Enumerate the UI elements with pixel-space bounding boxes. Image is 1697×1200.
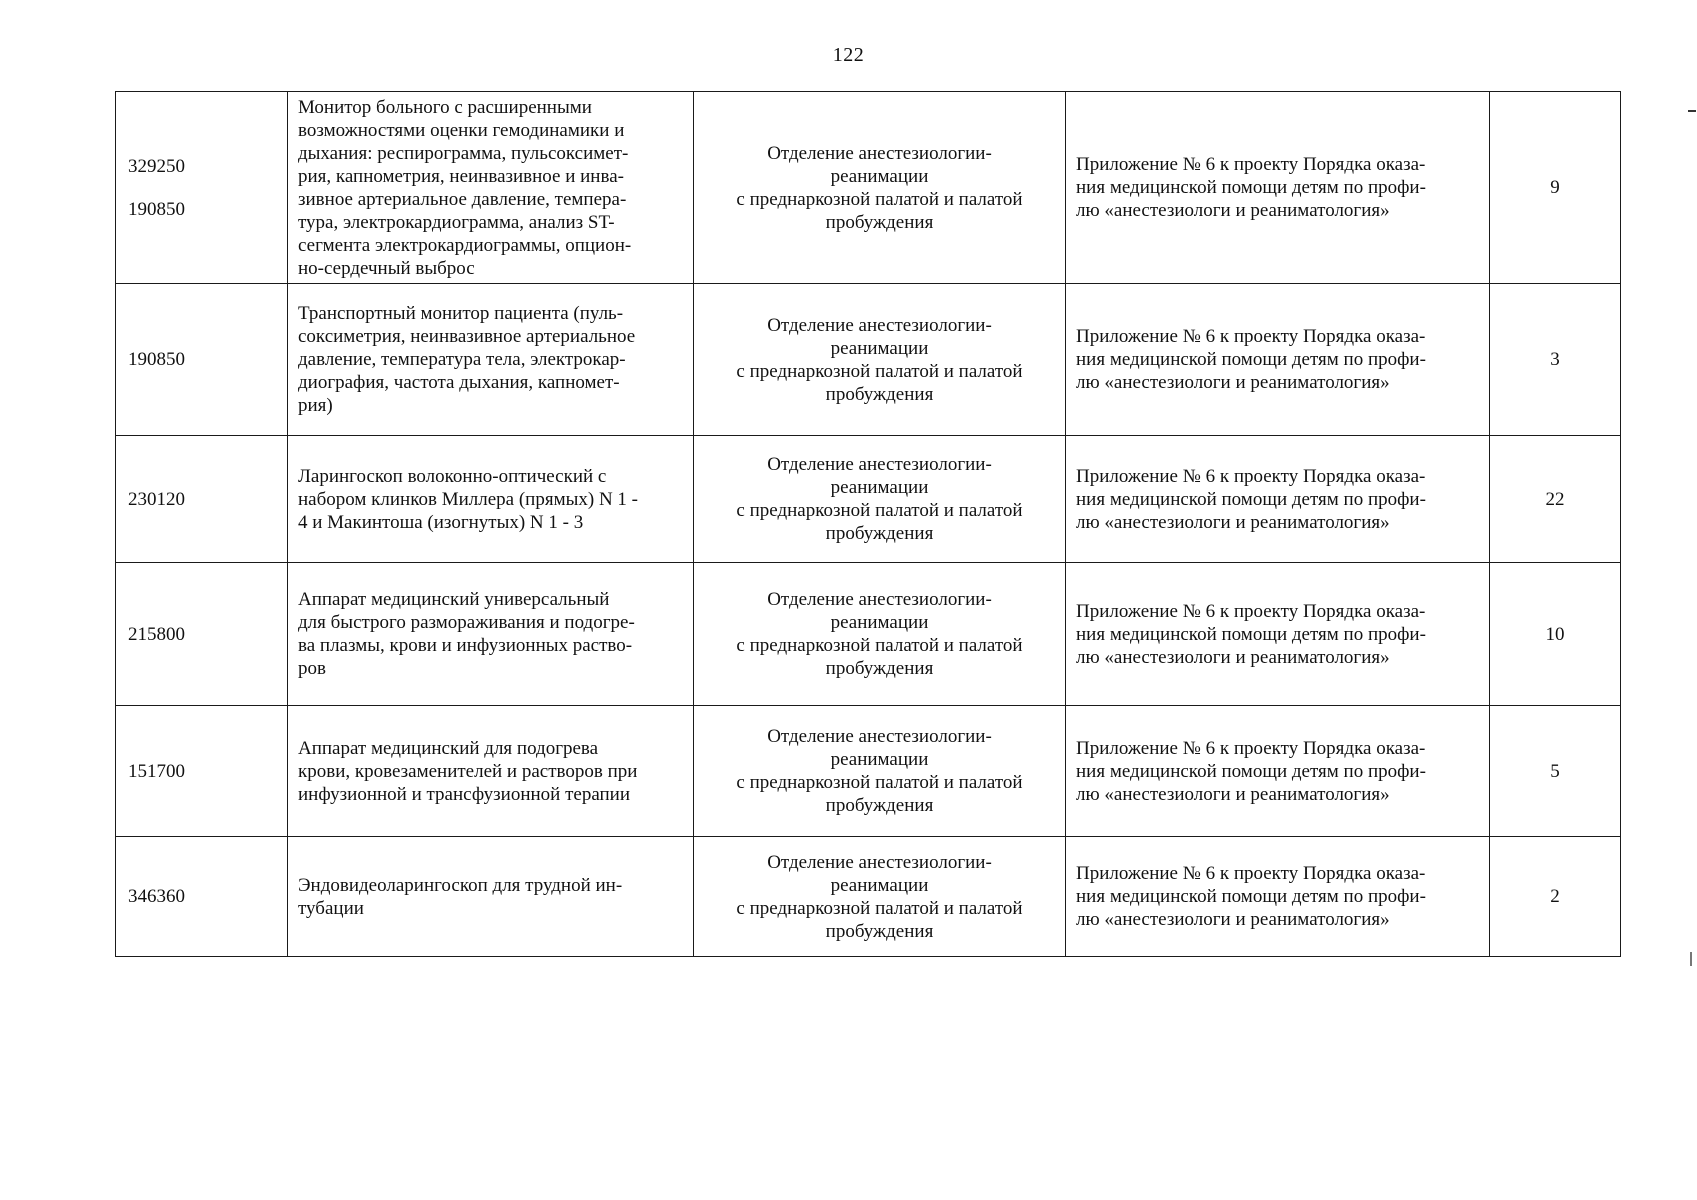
- department-line: реанимации: [830, 874, 929, 896]
- equipment-name-line: Аппарат медицинский для подогрева: [298, 737, 599, 759]
- equipment-name-line: Транспортный монитор пациента (пуль-: [298, 303, 624, 324]
- table-row: [116, 563, 1621, 706]
- equipment-name-line: диография, частота дыхания, капномет-: [298, 372, 620, 393]
- department-line: Отделение анестезиологии-: [767, 142, 992, 164]
- department-line: пробуждения: [825, 523, 934, 544]
- equipment-code: 190850: [128, 198, 185, 220]
- quantity-value: 10: [1545, 623, 1565, 645]
- department-line: пробуждения: [825, 658, 934, 679]
- reference-cell: [1066, 706, 1490, 837]
- equipment-name-line: для быстрого размораживания и подогре-: [298, 612, 635, 633]
- department-line: с преднаркозной палатой и палатой: [736, 772, 1023, 793]
- equipment-name-line: давление, температура тела, электрокар-: [298, 349, 626, 370]
- department-line: реанимации: [830, 477, 929, 498]
- department-cell: [694, 436, 1066, 563]
- department-line: пробуждения: [825, 383, 934, 405]
- quantity-cell: [1490, 563, 1621, 706]
- department-line: пробуждения: [825, 211, 934, 233]
- department-line: пробуждения: [825, 920, 934, 942]
- page-number: 122: [832, 44, 865, 66]
- reference-line: лю «анестезиологи и реаниматология»: [1076, 783, 1390, 805]
- reference-line: ния медицинской помощи детям по профи-: [1076, 886, 1426, 907]
- department-line: реанимации: [830, 612, 929, 633]
- department-line: с преднаркозной палатой и палатой: [736, 500, 1023, 521]
- equipment-name-line: соксиметрия, неинвазивное артериальное: [298, 326, 636, 347]
- equipment-name-cell: [288, 92, 694, 284]
- equipment-code: 151700: [128, 760, 185, 782]
- quantity-cell: [1490, 706, 1621, 837]
- department-line: реанимации: [830, 749, 929, 770]
- reference-line: лю «анестезиологи и реаниматология»: [1076, 372, 1390, 393]
- reference-line: Приложение № 6 к проекту Порядка оказа-: [1076, 863, 1426, 884]
- equipment-name-line: зивное артериальное давление, темпера-: [298, 188, 627, 210]
- equipment-code: 215800: [128, 623, 185, 645]
- equipment-code: 230120: [128, 488, 185, 510]
- equipment-name-cell: [288, 837, 694, 957]
- table-row: [116, 92, 1621, 284]
- equipment-name-cell: [288, 563, 694, 706]
- scan-edge-mark-top: [1688, 110, 1696, 112]
- quantity-cell: [1490, 284, 1621, 436]
- reference-cell: [1066, 92, 1490, 284]
- department-cell: [694, 837, 1066, 957]
- department-line: с преднаркозной палатой и палатой: [736, 188, 1023, 210]
- code-cell: [116, 706, 288, 837]
- quantity-value: 2: [1550, 886, 1560, 907]
- code-cell: [116, 837, 288, 957]
- table-row: [116, 706, 1621, 837]
- equipment-name-line: возможностями оценки гемодинамики и: [298, 119, 625, 141]
- department-line: с преднаркозной палатой и палатой: [736, 897, 1023, 919]
- code-cell: [116, 563, 288, 706]
- equipment-name-line: Монитор больного с расширенными: [298, 96, 592, 118]
- equipment-table-body: [116, 92, 1621, 957]
- reference-line: лю «анестезиологи и реаниматология»: [1076, 646, 1390, 668]
- reference-cell: [1066, 837, 1490, 957]
- equipment-name-line: набором клинков Миллера (прямых) N 1 -: [298, 488, 639, 510]
- reference-cell: [1066, 563, 1490, 706]
- quantity-cell: [1490, 837, 1621, 957]
- equipment-name-line: рия, капнометрия, неинвазивное и инва-: [298, 165, 624, 187]
- equipment-name-line: 4 и Макинтоша (изогнутых) N 1 - 3: [298, 511, 584, 533]
- reference-line: ния медицинской помощи детям по профи-: [1076, 177, 1426, 198]
- reference-line: Приложение № 6 к проекту Порядка оказа-: [1076, 737, 1426, 759]
- equipment-name-line: тубации: [298, 897, 364, 919]
- reference-line: ния медицинской помощи детям по профи-: [1076, 760, 1426, 782]
- quantity-value: 3: [1550, 349, 1560, 370]
- equipment-name-cell: [288, 706, 694, 837]
- code-cell: [116, 92, 288, 284]
- table-row: [116, 436, 1621, 563]
- department-cell: [694, 92, 1066, 284]
- equipment-table: [115, 91, 1621, 957]
- equipment-code: 190850: [128, 349, 185, 370]
- reference-line: Приложение № 6 к проекту Порядка оказа-: [1076, 154, 1426, 175]
- equipment-name-line: Аппарат медицинский универсальный: [298, 589, 610, 610]
- reference-cell: [1066, 436, 1490, 563]
- reference-line: ния медицинской помощи детям по профи-: [1076, 488, 1426, 510]
- equipment-name-line: дыхания: респирограмма, пульсоксимет-: [298, 142, 629, 164]
- code-cell: [116, 436, 288, 563]
- department-cell: [694, 284, 1066, 436]
- equipment-name-line: ва плазмы, крови и инфузионных раство-: [298, 635, 633, 656]
- scan-edge-mark-bottom: [1690, 952, 1692, 966]
- equipment-name-cell: [288, 284, 694, 436]
- equipment-name-line: Эндовидеоларингоскоп для трудной ин-: [298, 874, 623, 896]
- equipment-name-line: сегмента электрокардиограммы, опцион-: [298, 234, 632, 256]
- reference-line: ния медицинской помощи детям по профи-: [1076, 349, 1426, 370]
- equipment-name-cell: [288, 436, 694, 563]
- reference-line: Приложение № 6 к проекту Порядка оказа-: [1076, 326, 1426, 347]
- quantity-cell: [1490, 436, 1621, 563]
- equipment-name-line: но-сердечный выброс: [298, 257, 475, 279]
- code-gap: [128, 178, 287, 198]
- equipment-name-line: инфузионной и трансфузионной терапии: [298, 783, 631, 805]
- reference-line: ния медицинской помощи детям по профи-: [1076, 623, 1426, 645]
- department-line: Отделение анестезиологии-: [767, 454, 992, 475]
- reference-line: Приложение № 6 к проекту Порядка оказа-: [1076, 600, 1426, 622]
- department-line: реанимации: [830, 165, 929, 187]
- department-line: Отделение анестезиологии-: [767, 314, 992, 336]
- equipment-name-line: Ларингоскоп волоконно-оптический с: [298, 465, 607, 487]
- table-row: [116, 284, 1621, 436]
- reference-line: лю «анестезиологи и реаниматология»: [1076, 909, 1390, 930]
- quantity-cell: [1490, 92, 1621, 284]
- reference-line: Приложение № 6 к проекту Порядка оказа-: [1076, 465, 1426, 487]
- table-row: [116, 837, 1621, 957]
- department-line: с преднаркозной палатой и палатой: [736, 360, 1023, 382]
- department-line: с преднаркозной палатой и палатой: [736, 635, 1023, 656]
- equipment-code: 346360: [128, 886, 185, 907]
- equipment-name-line: рия): [298, 395, 333, 416]
- reference-line: лю «анестезиологи и реаниматология»: [1076, 200, 1390, 221]
- department-line: Отделение анестезиологии-: [767, 851, 992, 873]
- equipment-name-line: тура, электрокардиограмма, анализ ST-: [298, 211, 615, 233]
- equipment-code: 329250: [128, 155, 185, 177]
- reference-cell: [1066, 284, 1490, 436]
- department-cell: [694, 563, 1066, 706]
- department-line: Отделение анестезиологии-: [767, 589, 992, 610]
- quantity-value: 5: [1550, 760, 1560, 782]
- equipment-name-line: крови, кровезаменителей и растворов при: [298, 760, 638, 782]
- department-line: Отделение анестезиологии-: [767, 726, 992, 747]
- equipment-name-line: ров: [298, 658, 326, 679]
- code-cell: [116, 284, 288, 436]
- reference-line: лю «анестезиологи и реаниматология»: [1076, 511, 1390, 533]
- quantity-value: 22: [1545, 488, 1565, 510]
- department-line: реанимации: [830, 337, 929, 359]
- quantity-value: 9: [1550, 177, 1560, 198]
- department-cell: [694, 706, 1066, 837]
- department-line: пробуждения: [825, 795, 934, 816]
